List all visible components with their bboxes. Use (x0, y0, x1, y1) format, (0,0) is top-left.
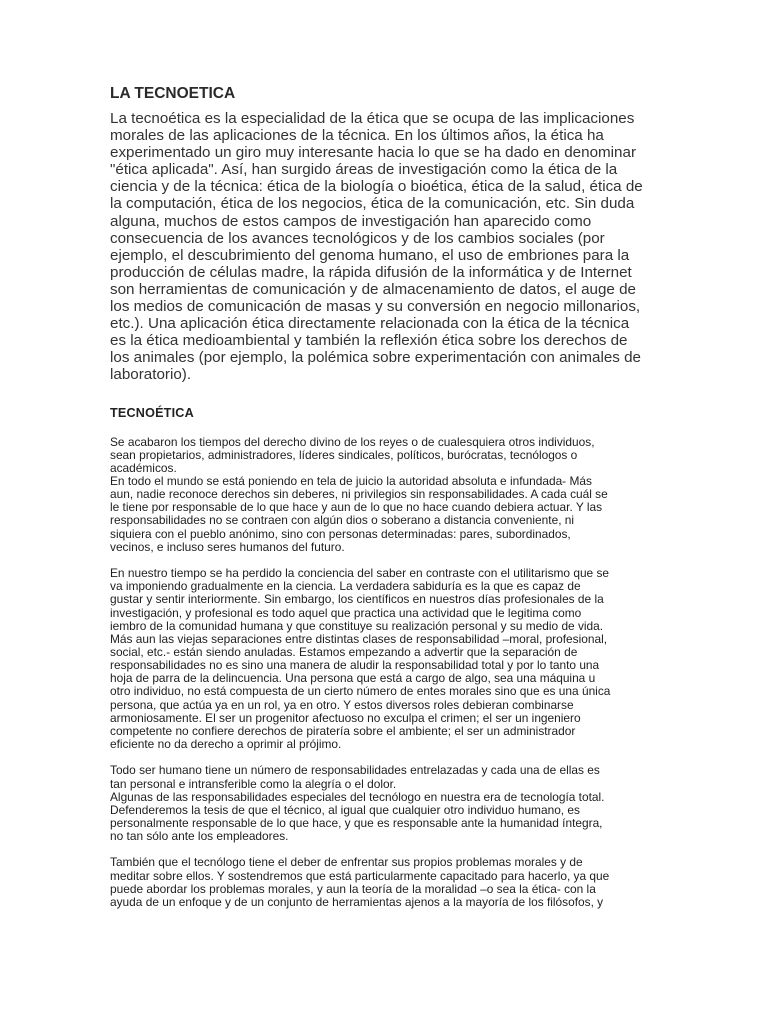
body-line: ayuda de un enfoque y de un conjunto de herramientas ajenos a la mayoría de los filósofos, y (110, 894, 604, 909)
intro-line: etc.). Una aplicación ética directamente relacionada con la ética de la técnica (110, 315, 630, 333)
intro-line: los medios de comunicación de masas y su conversión en negocio millonarios, (110, 298, 641, 316)
body-line: vecinos, e incluso seres humanos del futuro. (110, 539, 345, 554)
body-line: meditar sobre ellos. Y sostendremos que está particularmente capacitado para hacerlo, ya que (110, 868, 610, 883)
body-line: Más aun las viejas separaciones entre distintas clases de responsabilidad –moral, profesional, (110, 631, 608, 646)
intro-line: son herramientas de comunicación y de almacenamiento de datos, el auge de (110, 280, 636, 298)
intro-paragraph (110, 110, 658, 384)
body-line: Defenderemos la tesis de que el técnico, al igual que cualquier otro individuo humano, es (110, 802, 580, 817)
intro-line: La tecnoética es la especialidad de la ética que se ocupa de las implicaciones (110, 110, 635, 127)
intro-line: morales de las aplicaciones de la técnica. En los últimos años, la ética ha (110, 127, 604, 145)
intro-line: ciencia y de la técnica: ética de la biología o bioética, ética de la salud, ética de (110, 178, 643, 196)
body-line: no tan sólo ante los empleadores. (110, 829, 289, 844)
intro-line: consecuencia de los avances tecnológicos y de los cambios sociales (por (110, 229, 605, 247)
body-line: tan personal e intransferible como la alegría o el dolor. (110, 776, 397, 791)
body-line: Se acabaron los tiempos del derecho divino de los reyes o de cualesquiera otros individuos, (110, 434, 595, 449)
body-line: sean propietarios, administradores, líderes sindicales, políticos, burócratas, tecnólogos o (110, 447, 578, 462)
body-line: investigación, y profesional es todo aquel que practica una actividad que le legitima como (110, 605, 582, 620)
intro-line: los animales (por ejemplo, la polémica sobre experimentación con animales de (110, 349, 641, 367)
body-line: responsabilidades no es sino una manera de aludir la responsabilidad total y por lo tanto una (110, 658, 600, 673)
body-paragraph (110, 567, 658, 751)
body-paragraph (110, 856, 658, 909)
intro-line: ejemplo, el descubrimiento del genoma humano, el uso de embriones para la (110, 246, 630, 264)
intro-line: es la ética medioambiental y también la reflexión ética sobre los derechos de (110, 332, 628, 350)
document-title: LA TECNOETICA (110, 85, 236, 102)
intro-line: laboratorio). (110, 366, 192, 384)
body-line: otro individuo, no está compuesta de un cierto número de entes morales sino que es una única (110, 684, 611, 699)
body-line: competente no confiere derechos de piratería sobre el ambiente; el ser un administrador (110, 723, 576, 738)
intro-line: producción de células madre, la rápida difusión de la informática y de Internet (110, 263, 632, 281)
intro-line: experimentado un giro muy interesante hacia lo que se ha dado en denominar (110, 144, 637, 162)
intro-line: "ética aplicada". Así, han surgido áreas de investigación como la ética de la (110, 161, 618, 179)
body-line: puede abordar los problemas morales, y aun la teoría de la moralidad –o sea la ética- con la (110, 881, 596, 896)
body-line: iembro de la comunidad humana y que constituye su realización personal y su medio de vida. (110, 618, 604, 633)
body-line: persona, que actúa ya en un rol, ya en otro. Y estos diversos roles debieran combinarse (110, 697, 574, 712)
body-line: va imponiendo gradualmente en la ciencia. La verdadera sabiduría es la que es capaz de (110, 579, 581, 594)
body-line: social, etc.- están siendo anuladas. Estamos empezando a advertir que la separación de (110, 644, 578, 659)
body-line: En todo el mundo se está poniendo en tela de juicio la autoridad absoluta e infundada- Más (110, 473, 592, 488)
intro-line: la computación, ética de los negocios, ética de la comunicación, etc. Sin duda (110, 195, 635, 213)
body-line: eficiente no da derecho a oprimir al prójimo. (110, 737, 342, 752)
body-paragraph (110, 436, 658, 554)
body-paragraph (110, 764, 658, 843)
body-line: gustar y sentir interiormente. Sin embargo, los científicos en nuestros días profesionales de la (110, 592, 604, 607)
body-line: En nuestro tiempo se ha perdido la conciencia del saber en contraste con el utilitarismo que se (110, 566, 610, 581)
body-line: También que el tecnólogo tiene el deber de enfrentar sus propios problemas morales y de (110, 855, 583, 870)
section-title: TECNOÉTICA (110, 405, 194, 420)
body-line: Algunas de las responsabilidades especiales del tecnólogo en nuestra era de tecnología total. (110, 789, 605, 804)
body-line: académicos. (110, 460, 177, 475)
body-line: armoniosamente. El ser un progenitor afectuoso no exculpa el crimen; el ser un ingeniero (110, 710, 581, 725)
body-line: aun, nadie reconoce derechos sin deberes, ni privilegios sin responsabilidades. A cada cuál se (110, 487, 608, 502)
intro-line: alguna, muchos de estos campos de investigación han aparecido como (110, 212, 592, 230)
body-line: le tiene por responsable de lo que hace y aun de lo que no hace cuando debiera actuar. Y las (110, 500, 603, 515)
body-line: Todo ser humano tiene un número de responsabilidades entrelazadas y cada una de ellas es (110, 763, 600, 778)
body-line: personalmente responsable de lo que hace, y que es responsable ante la humanidad íntegra, (110, 816, 603, 830)
body-line: siquiera con el pueblo anónimo, sino con personas determinadas: pares, subordinados, (110, 526, 571, 541)
body-line: hoja de parra de la delincuencia. Una persona que está a cargo de algo, sea una máquina u (110, 671, 596, 686)
document-page (110, 84, 658, 922)
body-line: responsabilidades no se contraen con algún dios o soberano a distancia conveniente, ni (110, 513, 575, 528)
body-text (110, 436, 658, 910)
